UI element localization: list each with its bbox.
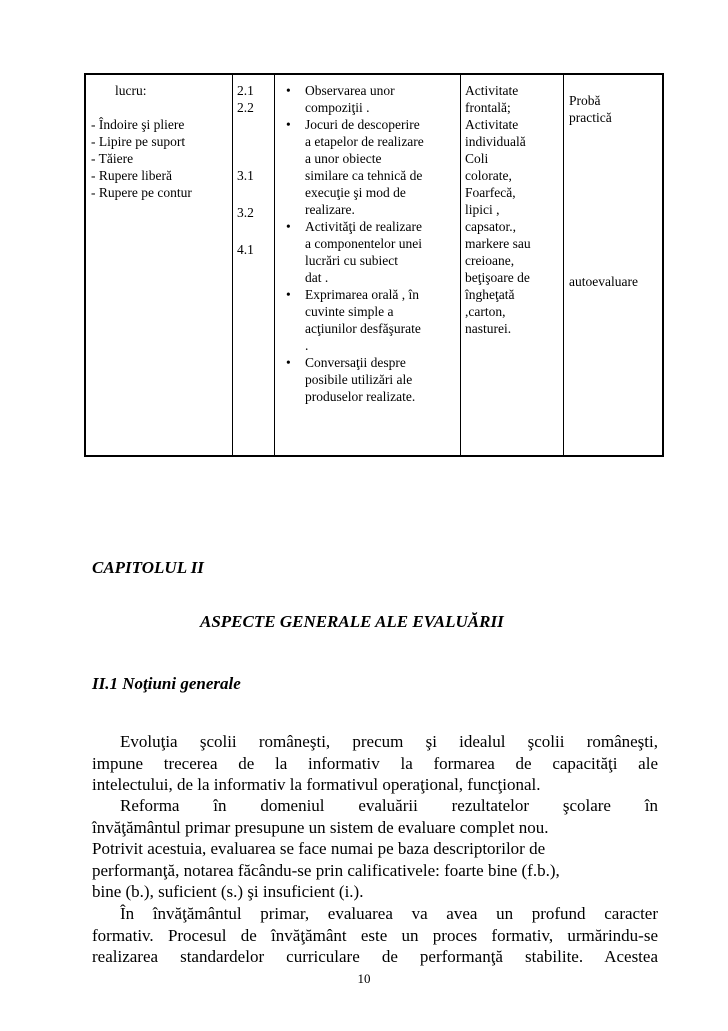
- table-cell: Probă: [569, 93, 601, 108]
- table-cell: - Tăiere: [91, 151, 134, 166]
- table-cell: 4.1: [237, 242, 254, 257]
- list-item: • Jocuri de descoperire a etapelor de realizare a unor obiecte similare ca tehnică de execuţie şi mod de realizare.: [286, 117, 424, 217]
- table-col-objectives: [237, 82, 277, 258]
- table-col-evaluation: [569, 82, 664, 290]
- bullet-icon: •: [286, 83, 291, 98]
- table-cell: lucru:: [115, 83, 147, 98]
- table-cell: - Rupere pe contur: [91, 185, 192, 200]
- table-col-resources: Activitate frontală; Activitate individuală Coli colorate, Foarfecă, lipici , capsator., markere sau creioane, beţişoare de îngheţată ,carton, nasturei.: [465, 83, 531, 336]
- chapter-label: CAPITOLUL II: [92, 558, 204, 577]
- paragraph: În învăţământul primar, evaluarea va avea un profund caracter formativ. Procesul de învăţământ este un proces formativ, urmărindu-se realizarea standardelor curriculare de performanţă stabilite. Acestea: [92, 904, 658, 966]
- bullet-icon: •: [286, 355, 291, 370]
- page-number: 10: [357, 971, 371, 986]
- section-heading: II.1 Noţiuni generale: [92, 674, 241, 693]
- table-cell: - Îndoire şi pliere: [91, 117, 185, 132]
- paragraph: Reforma în domeniul evaluării rezultatelor şcolare în învăţământul primar presupune un sistem de evaluare complet nou. Potrivit acestuia, evaluarea se face numai pe baza descriptorilor de performanţă, notarea făcându-se prin calificativele: foarte bine (f.b.), bine (b.), suficient (s.) şi insuficient (i.).: [92, 796, 658, 901]
- table-cell: 3.2: [237, 205, 254, 220]
- table-cell: - Lipire pe suport: [91, 134, 186, 149]
- bullet-icon: •: [286, 287, 291, 302]
- table-col-content: [91, 82, 231, 201]
- paragraph: Evoluţia şcolii româneşti, precum şi idealul şcolii româneşti, impune trecerea de la informativ la formarea de capacităţi ale intelectului, de la informativ la formativul operaţional, funcţional.: [92, 732, 658, 794]
- table-col-activities: [278, 82, 458, 405]
- bullet-icon: •: [286, 219, 291, 234]
- table-cell: [91, 99, 231, 116]
- table-cell: autoevaluare: [569, 274, 638, 289]
- table-divider: [232, 75, 233, 455]
- list-item: • Exprimarea orală , în cuvinte simple a acţiunilor desfăşurate .: [286, 287, 421, 353]
- bullet-icon: •: [286, 117, 291, 132]
- table-cell: - Rupere liberă: [91, 168, 172, 183]
- table-cell: 2.2: [237, 100, 254, 115]
- list-item: • Activităţi de realizare a componentelor unei lucrări cu subiect dat .: [286, 219, 422, 285]
- table-cell: practică: [569, 110, 612, 125]
- list-item: • Observarea unor compoziţii .: [286, 83, 395, 115]
- table-divider: [460, 75, 461, 455]
- table-divider: [563, 75, 564, 455]
- chapter-title: ASPECTE GENERALE ALE EVALUĂRII: [200, 612, 504, 631]
- table-cell: 2.1: [237, 83, 254, 98]
- list-item: • Conversaţii despre posibile utilizări ale produselor realizate.: [286, 355, 416, 404]
- table-cell: 3.1: [237, 168, 254, 183]
- curriculum-table: [84, 73, 664, 457]
